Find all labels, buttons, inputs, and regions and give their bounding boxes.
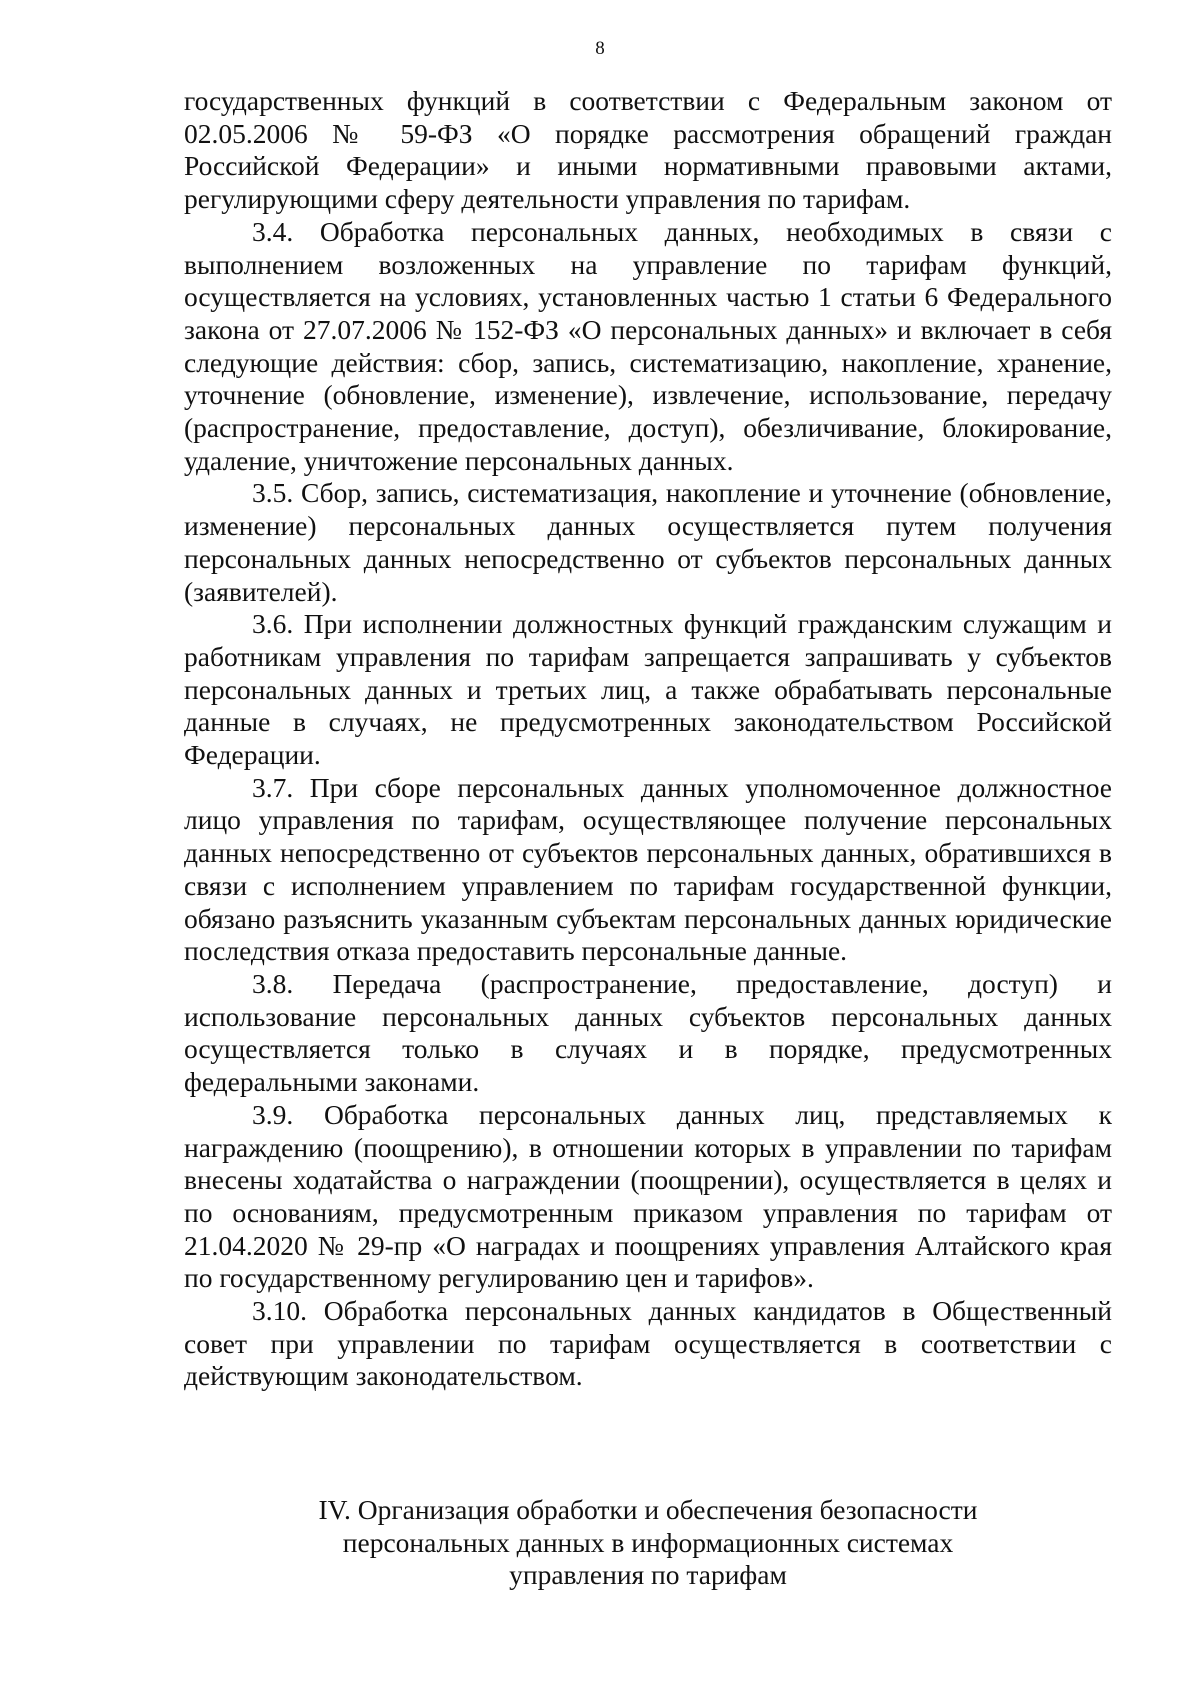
- section-heading-line: IV. Организация обработки и обеспечения безопасности: [318, 1494, 978, 1525]
- document-body: [184, 85, 1112, 1393]
- paragraph-3-8: 3.8. Передача (распространение, предоставление, доступ) и использование персональных данных субъектов персональных данных осуществляется только в случаях и в порядке, предусмотренных федеральными законами.: [184, 967, 1112, 1098]
- paragraph-continuation: государственных функций в соответствии с Федеральным законом от 02.05.2006 № 59-ФЗ «О порядке рассмотрения обращений граждан Российской Федерации» и иными нормативными правовыми актами, регулирующими сферу деятельности управления по тарифам.: [184, 85, 1112, 215]
- paragraph-3-4: 3.4. Обработка персональных данных, необходимых в связи с выполнением возложенных на управление по тарифам функций, осуществляется на условиях, установленных частью 1 статьи 6 Федерального закона от 27.07.2006 № 152-ФЗ «О персональных данных» и включает в себя следующие действия: сбор, запись, систематизацию, накопление, хранение, уточнение (обновление, изменение), извлечение, использование, передачу (распространение, предоставление, доступ), обезличивание, блокирование, удаление, уничтожение персональных данных.: [184, 215, 1112, 476]
- paragraph-3-9: 3.9. Обработка персональных данных лиц, представляемых к награждению (поощрению), в отношении которых в управлении по тарифам внесены ходатайства о награждении (поощрении), осуществляется в целях и по основаниям, предусмотренным приказом управления по тарифам от 21.04.2020 № 29-пр «О наградах и поощрениях управления Алтайского края по государственному регулированию цен и тарифов».: [184, 1098, 1112, 1294]
- paragraph-3-10: 3.10. Обработка персональных данных кандидатов в Общественный совет при управлении по тарифам осуществляется в соответствии с действующим законодательством.: [184, 1295, 1112, 1392]
- paragraph-3-5: 3.5. Сбор, запись, систематизация, накопление и уточнение (обновление, изменение) персональных данных осуществляется путем получения персональных данных непосредственно от субъектов персональных данных (заявителей).: [184, 477, 1112, 607]
- section-heading-line: управления по тарифам: [509, 1559, 787, 1591]
- page-number: 8: [595, 38, 605, 59]
- paragraph-3-6: 3.6. При исполнении должностных функций гражданским служащим и работникам управления по тарифам запрещается запрашивать у субъектов персональных данных и третьих лиц, а также обрабатывать персональные данные в случаях, не предусмотренных законодательством Российской Федерации.: [184, 608, 1112, 771]
- section-heading-line: персональных данных в информационных системах: [342, 1526, 954, 1558]
- section-heading: [184, 1494, 1112, 1592]
- paragraph-3-7: 3.7. При сборе персональных данных уполномоченное должностное лицо управления по тарифам, осуществляющее получение персональных данных непосредственно от субъектов персональных данных, обратившихся в связи с исполнением управлением по тарифам государственной функции, обязано разъяснить указанным субъектам персональных данных юридические последствия отказа предоставить персональные данные.: [184, 771, 1112, 967]
